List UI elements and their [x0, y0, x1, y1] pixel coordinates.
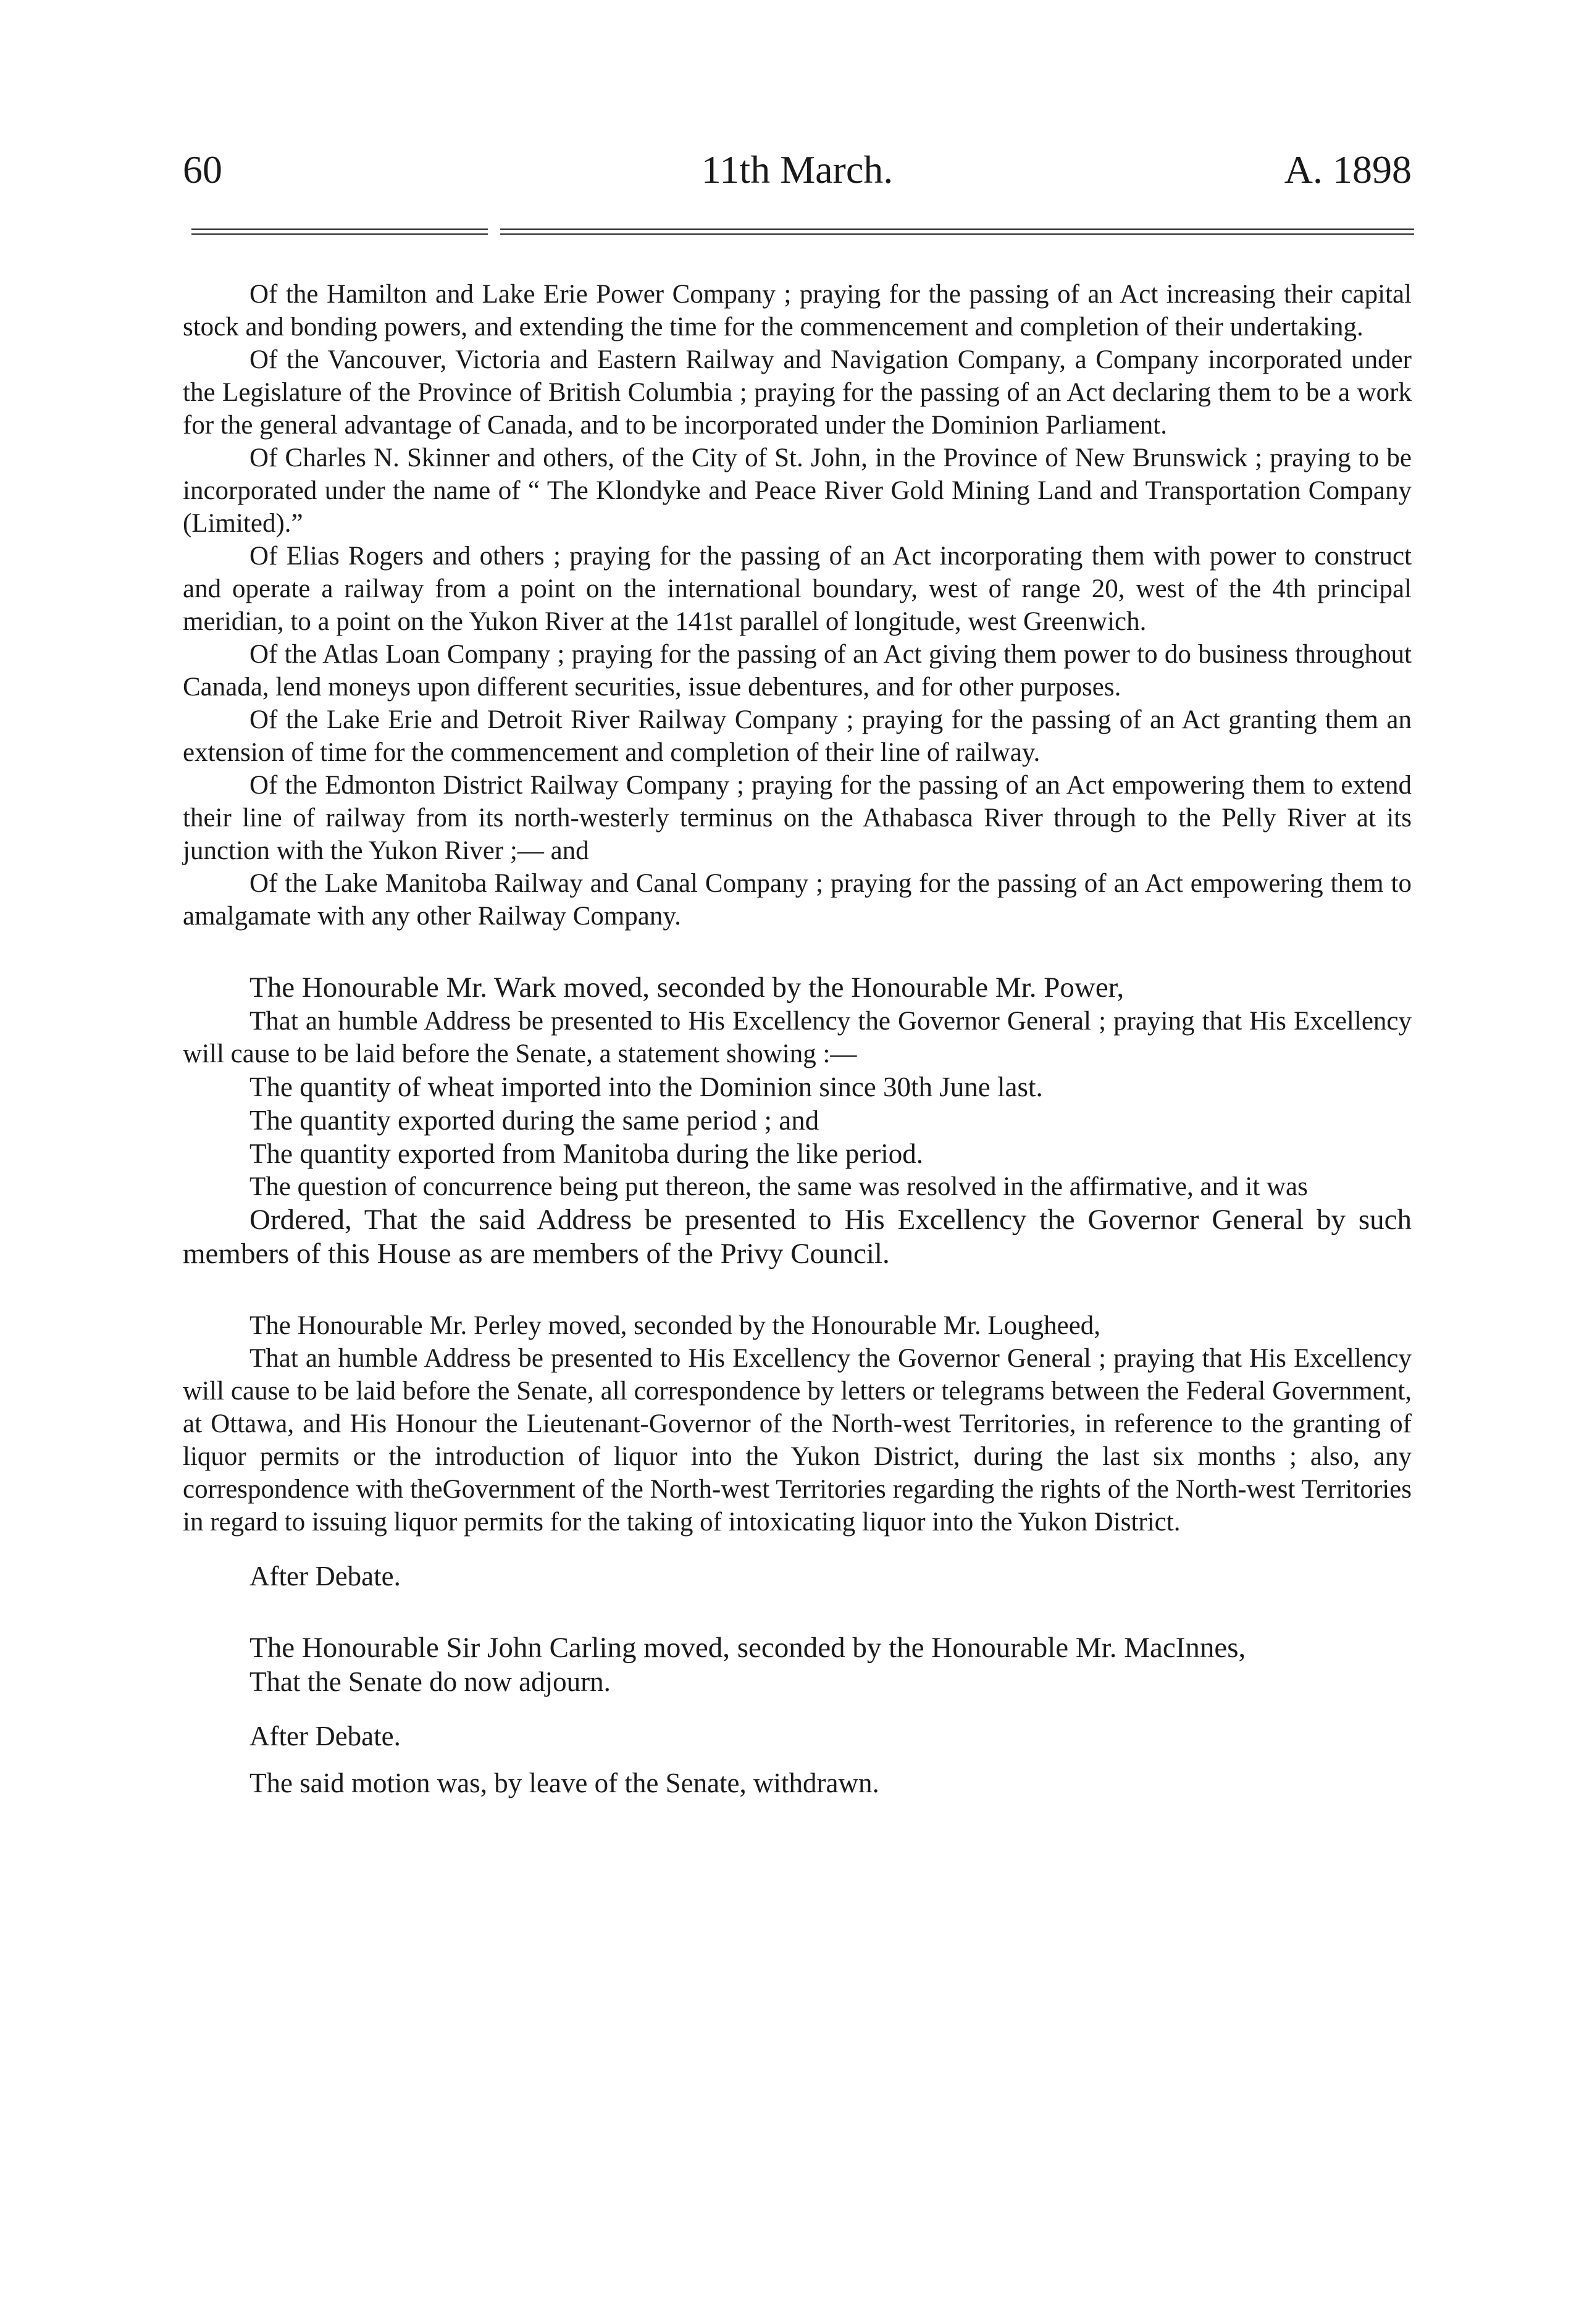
- page-number: 60: [183, 148, 222, 191]
- wark-motion-address: That an humble Address be presented to His Excellency the Governor General ; praying that His Excellency will cause to be laid before the Senate, a statement showing :—: [183, 1007, 1412, 1068]
- petition-paragraph: Of the Hamilton and Lake Erie Power Company ; praying for the passing of an Act increasing their capital stock and bonding powers, and extending the time for the commencement and completion of their undertaking.: [183, 280, 1412, 342]
- perley-motion-address: That an humble Address be presented to His Excellency the Governor General ; praying that His Excellency will cause to be laid before the Senate, all correspondence by letters or telegrams between the Federal Government, at Ottawa, and His Honour the Lieutenant-Governor of the North-west Territories, in reference to the granting of liquor permits or the introduction of liquor into the Yukon District, during the last six months ; also, any correspondence with theGovernment of the North-west Territories regarding the rights of the North-west Territories in regard to issuing liquor permits for the taking of intoxicating liquor into the Yukon District.: [183, 1344, 1412, 1537]
- petition-paragraph: Of the Edmonton District Railway Company ; praying for the passing of an Act empowering them to extend their line of railway from its north-westerly terminus on the Athabasca River through to the Pelly River at its junction with the Yukon River ;— and: [183, 771, 1412, 865]
- petition-paragraph: Of Elias Rogers and others ; praying for the passing of an Act incorporating them with power to construct and operate a railway from a point on the international boundary, west of range 20, west of the 4th principal meridian, to a point on the Yukon River at the 141st parallel of longitude, west Greenwich.: [183, 542, 1412, 636]
- perley-motion-moved: The Honourable Mr. Perley moved, seconded by the Honourable Mr. Lougheed,: [249, 1311, 1101, 1340]
- wark-motion-ordered: Ordered, That the said Address be presented to His Excellency the Governor General by such members of this House as are members of the Privy Council.: [183, 1204, 1412, 1270]
- petition-paragraph: Of the Lake Manitoba Railway and Canal Company ; praying for the passing of an Act empowering them to amalgamate with any other Railway Company.: [183, 869, 1412, 931]
- carling-motion-moved: The Honourable Sir John Carling moved, seconded by the Honourable Mr. MacInnes,: [249, 1632, 1246, 1664]
- perley-after-debate: After Debate.: [249, 1561, 401, 1592]
- carling-motion-withdrawn: The said motion was, by leave of the Senate, withdrawn.: [249, 1768, 879, 1798]
- header-rule-left: [191, 229, 488, 235]
- wark-motion-question: The question of concurrence being put thereon, the same was resolved in the affirmative, and it was: [249, 1172, 1308, 1201]
- body-text: [183, 278, 1412, 1800]
- petition-paragraph: Of Charles N. Skinner and others, of the City of St. John, in the Province of New Brunswick ; praying to be incorporated under the name of “ The Klondyke and Peace River Gold Mining Land and Transportation Company (Limited).”: [183, 443, 1412, 538]
- petition-paragraph: Of the Atlas Loan Company ; praying for the passing of an Act giving them power to do business throughout Canada, lend moneys upon different securities, issue debentures, and for other purposes.: [183, 640, 1412, 702]
- carling-motion-resolution: That the Senate do now adjourn.: [249, 1666, 611, 1697]
- wark-motion-moved: The Honourable Mr. Wark moved, seconded by the Honourable Mr. Power,: [249, 971, 1125, 1004]
- carling-after-debate: After Debate.: [249, 1721, 401, 1751]
- wark-motion-item: The quantity of wheat imported into the Dominion since 30th June last.: [249, 1072, 1043, 1102]
- wark-motion-item: The quantity exported from Manitoba during the like period.: [249, 1138, 923, 1169]
- wark-motion-item: The quantity exported during the same period ; and: [249, 1105, 819, 1136]
- page-header: [183, 145, 1412, 195]
- header-date: 11th March.: [701, 148, 894, 191]
- header-rule: [191, 229, 1414, 241]
- header-rule-right: [500, 229, 1414, 235]
- petition-paragraph: Of the Vancouver, Victoria and Eastern Railway and Navigation Company, a Company incorporated under the Legislature of the Province of British Columbia ; praying for the passing of an Act declaring them to be a work for the general advantage of Canada, and to be incorporated under the Dominion Parliament.: [183, 345, 1412, 440]
- header-year: A. 1898: [1284, 148, 1412, 191]
- petition-paragraph: Of the Lake Erie and Detroit River Railway Company ; praying for the passing of an Act granting them an extension of time for the commencement and completion of their line of railway.: [183, 705, 1412, 767]
